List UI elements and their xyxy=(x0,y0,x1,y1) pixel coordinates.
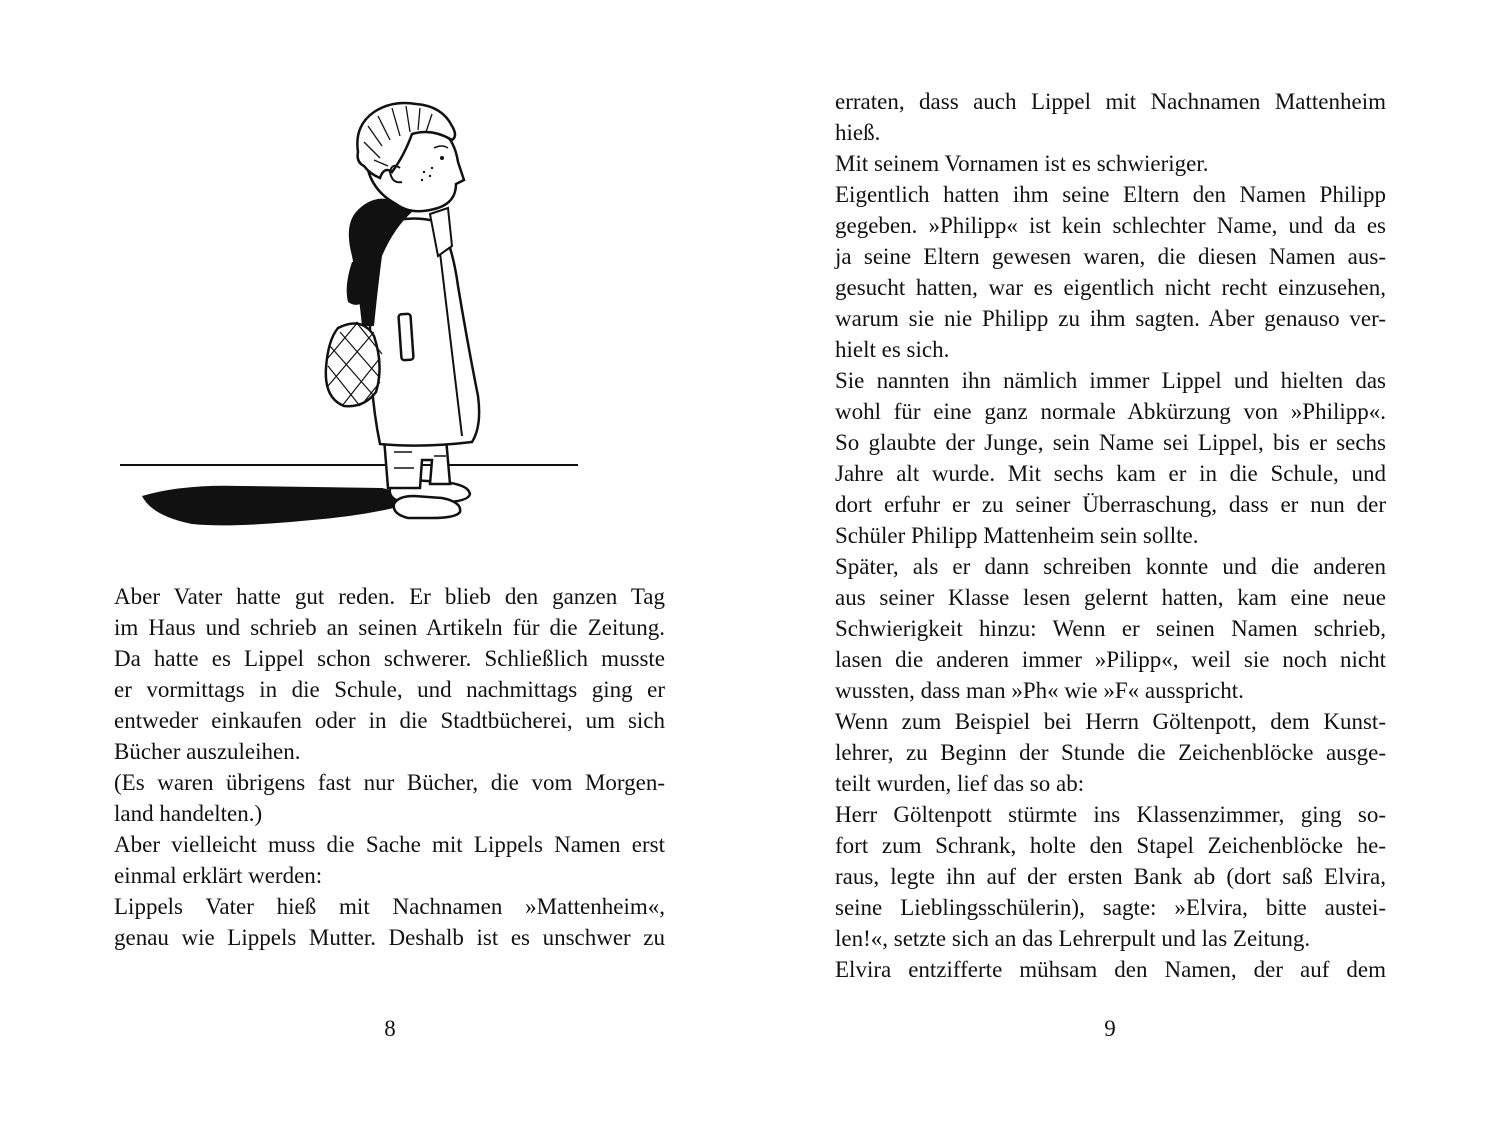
text-line: fort zum Schrank, holte den Stapel Zeichenblöcke he- xyxy=(835,833,1386,858)
text-line: gegeben. »Philipp« ist kein schlechter Name, und da es xyxy=(835,213,1386,238)
text-line: wussten, dass man »Ph« wie »F« ausspricht. xyxy=(835,678,1244,703)
text-line: Mit seinem Vornamen ist es schwieriger. xyxy=(835,151,1209,176)
text-line: Schüler Philipp Mattenheim sein sollte. xyxy=(835,523,1199,548)
text-line: Jahre alt wurde. Mit sechs kam er in die Schule, und xyxy=(835,461,1386,486)
text-line: Wenn zum Beispiel bei Herrn Göltenpott, dem Kunst- xyxy=(835,709,1386,734)
text-line: So glaubte der Junge, sein Name sei Lippel, bis er sechs xyxy=(835,430,1386,455)
page-number: 9 xyxy=(1104,1016,1116,1041)
text-line: dort erfuhr er zu seiner Überraschung, dass er nun der xyxy=(835,492,1386,517)
text-line: Elvira entzifferte mühsam den Namen, der auf dem xyxy=(835,957,1386,982)
text-line: lasen die anderen immer »Pilipp«, weil sie noch nicht xyxy=(835,647,1386,672)
right-page xyxy=(750,0,1500,1140)
text-line: land handelten.) xyxy=(114,801,263,826)
text-line: Sie nannten ihn nämlich immer Lippel und hielten das xyxy=(835,368,1386,393)
text-line: entweder einkaufen oder in die Stadtbücherei, um sich xyxy=(114,708,665,733)
left-page-text xyxy=(114,581,665,953)
text-line: erraten, dass auch Lippel mit Nachnamen Mattenheim xyxy=(835,89,1386,114)
text-line: er vormittags in die Schule, und nachmittags ging er xyxy=(114,677,665,702)
text-line: (Es waren übrigens fast nur Bücher, die vom Morgen- xyxy=(114,770,665,795)
text-line: Aber Vater hatte gut reden. Er blieb den ganzen Tag xyxy=(114,584,665,609)
text-line: im Haus und schrieb an seinen Artikeln für die Zeitung. xyxy=(114,615,665,640)
text-line: Eigentlich hatten ihm seine Eltern den Namen Philipp xyxy=(835,182,1386,207)
text-line: Später, als er dann schreiben konnte und die anderen xyxy=(835,554,1386,579)
text-line: genau wie Lippels Mutter. Deshalb ist es unschwer zu xyxy=(114,925,665,950)
text-line: len!«, setzte sich an das Lehrerpult und las Zeitung. xyxy=(835,926,1311,951)
boy-illustration xyxy=(112,96,592,536)
text-line: aus seiner Klasse lesen gelernt hatten, kam eine neue xyxy=(835,585,1386,610)
text-line: hielt es sich. xyxy=(835,337,950,362)
text-line: einmal erklärt werden: xyxy=(114,863,323,888)
text-line: Aber vielleicht muss die Sache mit Lippels Namen erst xyxy=(114,832,665,857)
text-line: raus, legte ihn auf der ersten Bank ab (dort saß Elvira, xyxy=(835,864,1386,889)
text-line: hieß. xyxy=(835,120,881,145)
text-line: Lippels Vater hieß mit Nachnamen »Mattenheim«, xyxy=(114,894,665,919)
right-page-text xyxy=(835,86,1386,985)
text-line: ja seine Eltern gewesen waren, die diesen Namen aus- xyxy=(835,244,1386,269)
text-line: warum sie nie Philipp zu ihm sagten. Aber genauso ver- xyxy=(835,306,1386,331)
text-line: Herr Göltenpott stürmte ins Klassenzimmer, ging so- xyxy=(835,802,1386,827)
page-number: 8 xyxy=(384,1016,396,1041)
text-line: gesucht hatten, war es eigentlich nicht recht einzusehen, xyxy=(835,275,1386,300)
text-line: wohl für eine ganz normale Abkürzung von »Philipp«. xyxy=(835,399,1386,424)
text-line: Da hatte es Lippel schon schwerer. Schließlich musste xyxy=(114,646,665,671)
text-line: seine Lieblingsschülerin), sagte: »Elvira, bitte austei- xyxy=(835,895,1386,920)
text-line: lehrer, zu Beginn der Stunde die Zeichenblöcke ausge- xyxy=(835,740,1386,765)
text-line: teilt wurden, lief das so ab: xyxy=(835,771,1085,796)
text-line: Bücher auszuleihen. xyxy=(114,739,301,764)
text-line: Schwierigkeit hinzu: Wenn er seinen Namen schrieb, xyxy=(835,616,1386,641)
